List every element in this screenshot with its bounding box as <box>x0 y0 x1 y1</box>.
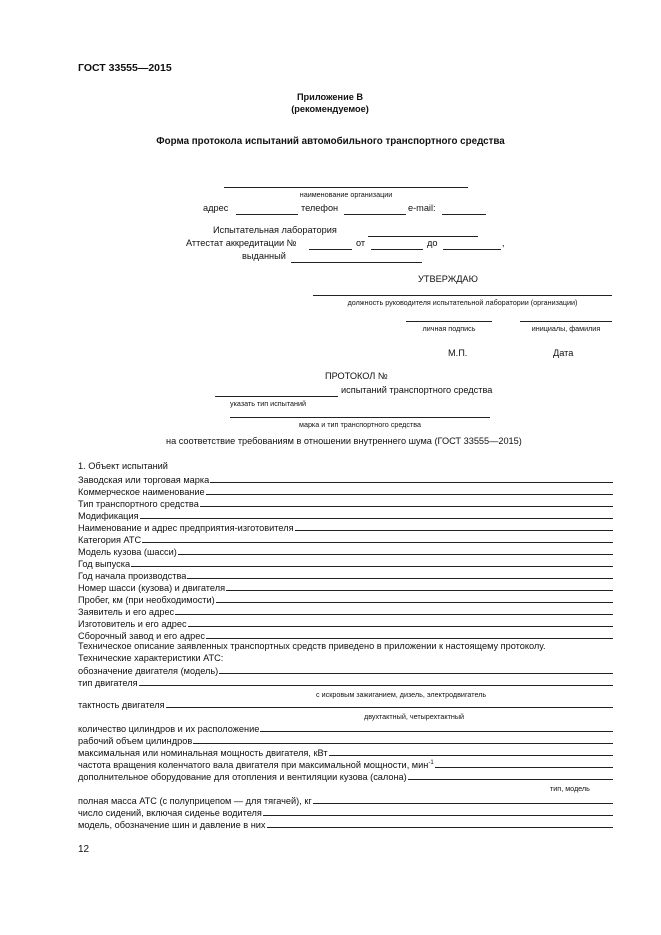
object-field-row <box>78 605 613 617</box>
accreditation-to-label: до <box>427 238 438 248</box>
section-heading: 1. Объект испытаний <box>78 461 168 471</box>
initials-caption: инициалы, фамилия <box>531 324 601 333</box>
extra-equipment-caption: тип, модель <box>550 784 590 793</box>
vehicle-caption: марка и тип транспортного средства <box>299 420 421 429</box>
rpm-label <box>78 760 434 770</box>
cylinders-label: количество цилиндров и их расположение <box>78 724 260 734</box>
engine-type-caption: с искровым зажиганием, дизель, электродвигатель <box>316 690 487 699</box>
object-field-input[interactable] <box>295 530 613 531</box>
displacement-label: рабочий объем цилиндров <box>78 736 193 746</box>
head-position-line <box>313 295 612 296</box>
object-field-row <box>78 581 613 593</box>
stroke-label: тактность двигателя <box>78 700 165 710</box>
appendix-subtitle: (рекомендуемое) <box>291 104 369 114</box>
object-field-input[interactable] <box>140 518 613 519</box>
power-row <box>78 746 613 758</box>
org-name-line <box>224 187 468 188</box>
stroke-row <box>78 698 613 710</box>
accreditation-from-label: от <box>356 238 366 248</box>
org-name-caption: наименование организации <box>299 190 393 199</box>
page-number: 12 <box>78 844 90 855</box>
object-field-row <box>78 497 613 509</box>
cylinders-row <box>78 722 613 734</box>
gross-mass-row <box>78 794 613 806</box>
object-field-row <box>78 485 613 497</box>
approve-label: УТВЕРЖДАЮ <box>418 274 478 284</box>
object-field-label: Заявитель и его адрес <box>78 607 175 617</box>
accreditation-from-line <box>371 249 423 250</box>
object-field-row <box>78 545 613 557</box>
object-field-label: Модель кузова (шасси) <box>78 547 177 557</box>
object-field-label: Категория АТС <box>78 535 142 545</box>
rpm-field[interactable] <box>435 767 613 768</box>
signature-line <box>406 321 492 322</box>
extra-equipment-label: дополнительное оборудование для отопления и вентиляции кузова (салона) <box>78 772 407 782</box>
tests-text: испытаний транспортного средства <box>341 385 493 395</box>
object-field-input[interactable] <box>200 506 613 507</box>
object-field-input[interactable] <box>175 614 613 615</box>
accreditation-comma: , <box>502 238 505 248</box>
engine-type-field[interactable] <box>139 685 613 686</box>
object-field-row <box>78 521 613 533</box>
tyres-field[interactable] <box>267 827 613 828</box>
issued-line <box>291 262 422 263</box>
engine-designation-row <box>78 664 613 676</box>
object-field-input[interactable] <box>210 482 613 483</box>
seats-field[interactable] <box>263 815 613 816</box>
object-field-row <box>78 533 613 545</box>
extra-equipment-row <box>78 770 613 782</box>
object-field-input[interactable] <box>188 626 613 627</box>
stroke-field[interactable] <box>166 707 613 708</box>
phone-line <box>344 214 406 215</box>
rpm-unit-exponent: -1 <box>428 759 434 766</box>
engine-type-row <box>78 676 613 688</box>
object-field-label: Год начала производства <box>78 571 187 581</box>
appendix-title: Приложение В <box>296 92 364 102</box>
tech-description: Техническое описание заявленных транспортных средств приведено в приложении к настоящему протоколу. <box>78 641 546 651</box>
test-type-line <box>215 396 338 397</box>
object-field-row <box>78 569 613 581</box>
compliance-text: на соответствие требованиям в отношении внутреннего шума (ГОСТ 33555—2015) <box>166 436 522 446</box>
date-label: Дата <box>553 348 574 358</box>
phone-label: телефон <box>301 203 339 213</box>
object-field-input[interactable] <box>131 566 613 567</box>
stamp-label: М.П. <box>448 348 468 358</box>
rpm-row <box>78 758 613 770</box>
stroke-caption: двухтактный, четырехтактный <box>364 712 465 721</box>
object-field-row <box>78 617 613 629</box>
issued-label: выданный <box>242 251 286 261</box>
object-field-label: Изготовитель и его адрес <box>78 619 187 629</box>
engine-designation-label: обозначение двигателя (модель) <box>78 666 219 676</box>
signature-caption: личная подпись <box>422 324 476 333</box>
email-label: e-mail: <box>408 203 436 213</box>
object-field-input[interactable] <box>216 602 613 603</box>
accreditation-to-line <box>443 249 501 250</box>
displacement-row <box>78 734 613 746</box>
test-type-caption: указать тип испытаний <box>230 399 307 408</box>
object-field-input[interactable] <box>206 638 613 639</box>
displacement-field[interactable] <box>193 743 613 744</box>
address-line <box>236 214 298 215</box>
object-field-label: Год выпуска <box>78 559 131 569</box>
seats-label: число сидений, включая сиденье водителя <box>78 808 262 818</box>
object-field-row <box>78 557 613 569</box>
object-field-label: Тип транспортного средства <box>78 499 199 509</box>
object-field-label: Коммерческое наименование <box>78 487 205 497</box>
document-code: ГОСТ 33555—2015 <box>78 62 172 74</box>
protocol-title: ПРОТОКОЛ № <box>325 371 388 381</box>
accreditation-label: Аттестат аккредитации № <box>186 238 297 248</box>
object-field-input[interactable] <box>206 494 613 495</box>
accreditation-number-line <box>309 249 352 250</box>
object-field-row <box>78 593 613 605</box>
lab-line <box>368 236 478 237</box>
tyres-label: модель, обозначение шин и давление в них <box>78 820 266 830</box>
object-field-input[interactable] <box>178 554 613 555</box>
object-field-label: Пробег, км (при необходимости) <box>78 595 215 605</box>
engine-designation-field[interactable] <box>219 673 613 674</box>
object-field-row <box>78 629 613 641</box>
seats-row <box>78 806 613 818</box>
power-label: максимальная или номинальная мощность двигателя, кВт <box>78 748 328 758</box>
vehicle-line <box>230 417 490 418</box>
object-field-label: Наименование и адрес предприятия-изготовителя <box>78 523 294 533</box>
object-field-row <box>78 509 613 521</box>
form-title: Форма протокола испытаний автомобильного транспортного средства <box>156 136 505 147</box>
tyres-row <box>78 818 613 830</box>
object-field-row <box>78 473 613 485</box>
head-position-caption: должность руководителя испытательной лаборатории (организации) <box>347 298 578 307</box>
object-field-label: Модификация <box>78 511 139 521</box>
cylinders-field[interactable] <box>260 731 613 732</box>
extra-equipment-field[interactable] <box>408 779 613 780</box>
object-field-input[interactable] <box>142 542 613 543</box>
tech-specs-label: Технические характеристики АТС: <box>78 653 224 663</box>
lab-label: Испытательная лаборатория <box>213 225 337 235</box>
engine-type-label: тип двигателя <box>78 678 138 688</box>
email-line <box>442 214 486 215</box>
gross-mass-field[interactable] <box>313 803 613 804</box>
object-field-label: Заводская или торговая марка <box>78 475 210 485</box>
rpm-label-text: частота вращения коленчатого вала двигателя при максимальной мощности, мин <box>78 760 429 770</box>
object-field-label: Номер шасси (кузова) и двигателя <box>78 583 226 593</box>
gross-mass-label: полная масса АТС (с полуприцепом — для тягачей), кг <box>78 796 312 806</box>
object-field-input[interactable] <box>187 578 613 579</box>
address-label: адрес <box>203 203 229 213</box>
object-field-input[interactable] <box>226 590 613 591</box>
object-field-label: Сборочный завод и его адрес <box>78 631 205 641</box>
initials-line <box>520 321 612 322</box>
power-field[interactable] <box>329 755 613 756</box>
